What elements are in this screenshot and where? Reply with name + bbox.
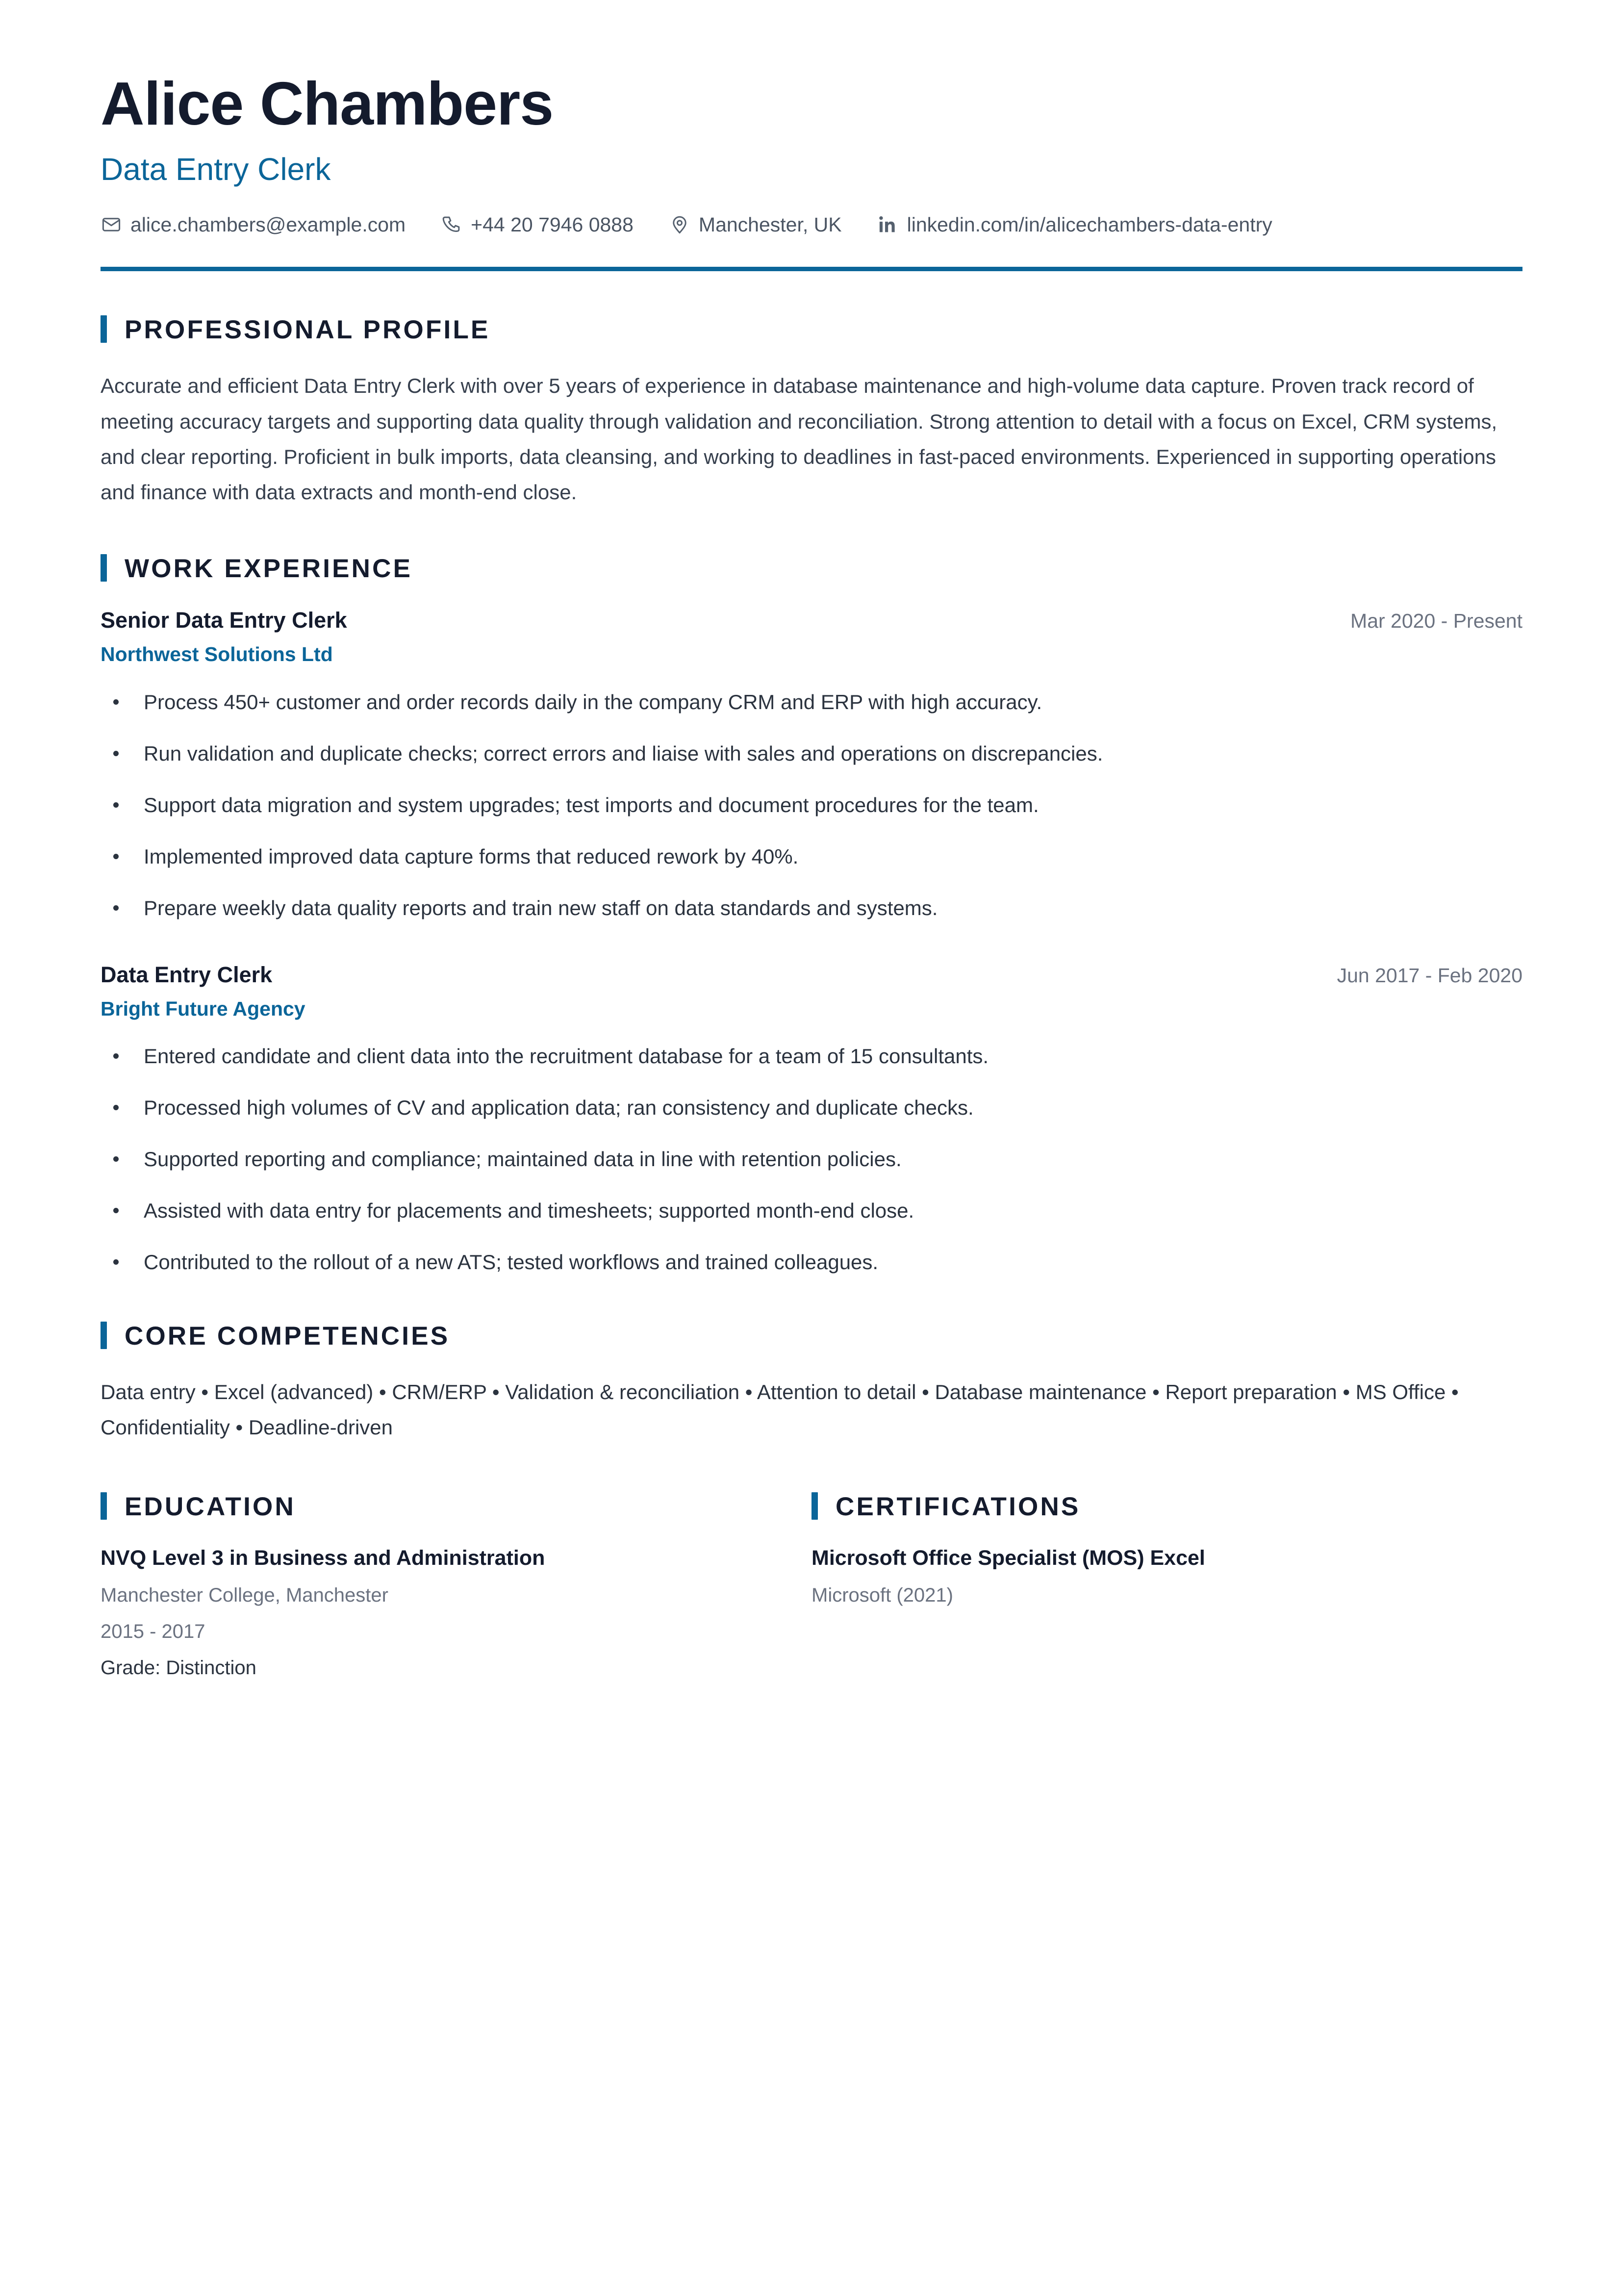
experience-entry (101, 962, 1522, 1277)
experience-job-dates: Jun 2017 - Feb 2020 (1337, 964, 1522, 987)
section-accent-bar (101, 315, 107, 343)
phone-icon (441, 214, 462, 235)
section-core-competencies (101, 1322, 1522, 1445)
experience-entry-header (101, 607, 1522, 634)
experience-entry (101, 607, 1522, 923)
list-item: Contributed to the rollout of a new ATS; tested workflows and trained colleagues. (101, 1247, 1522, 1277)
experience-job-dates: Mar 2020 - Present (1350, 610, 1522, 633)
contact-email[interactable] (101, 214, 406, 235)
email-icon (101, 214, 122, 235)
education-degree: NVQ Level 3 in Business and Administration (101, 1546, 545, 1570)
experience-company-name: Bright Future Agency (101, 997, 305, 1020)
contact-location-text: Manchester, UK (698, 213, 842, 236)
section-accent-bar (101, 1322, 107, 1349)
section-title-certifications: CERTIFICATIONS (836, 1492, 1081, 1522)
list-item: Implemented improved data capture forms that reduced rework by 40%. (101, 841, 1522, 872)
section-header-education (101, 1492, 767, 1520)
contact-email-text: alice.chambers@example.com (130, 213, 406, 236)
experience-bullet-list (101, 687, 1522, 923)
list-item: Entered candidate and client data into the recruitment database for a team of 15 consultants. (101, 1041, 1522, 1071)
list-item: Processed high volumes of CV and application data; ran consistency and duplicate checks. (101, 1092, 1522, 1123)
certification-name: Microsoft Office Specialist (MOS) Excel (812, 1546, 1205, 1570)
education-dates: 2015 - 2017 (101, 1620, 205, 1642)
experience-job-title: Data Entry Clerk (101, 962, 273, 987)
contact-linkedin-text: linkedin.com/in/alicechambers-data-entry (907, 213, 1272, 236)
page-title: Alice Chambers (101, 70, 554, 138)
education-certifications-row (101, 1492, 1522, 1681)
section-accent-bar (812, 1492, 818, 1520)
education-grade: Grade: Distinction (101, 1657, 256, 1679)
list-item: Assisted with data entry for placements and timesheets; supported month-end close. (101, 1195, 1522, 1226)
contact-row (101, 214, 1522, 235)
certification-issuer: Microsoft (2021) (812, 1584, 953, 1606)
list-item: Support data migration and system upgrades; test imports and document procedures for the team. (101, 790, 1522, 820)
linkedin-icon (877, 214, 899, 235)
competencies-list: Data entry • Excel (advanced) • CRM/ERP • Validation & reconciliation • Attention to detail • Database maintenance • Report preparation • MS Office • Confidentiality • Deadline-driven (101, 1380, 1459, 1439)
job-role-subtitle: Data Entry Clerk (101, 152, 331, 187)
location-pin-icon (669, 214, 690, 235)
contact-phone-text: +44 20 7946 0888 (471, 213, 634, 236)
certification-entry (812, 1545, 1522, 1608)
section-education (101, 1492, 812, 1681)
section-title-education: EDUCATION (125, 1492, 296, 1522)
page-bottom-spacer (101, 1681, 1522, 1887)
list-item: Process 450+ customer and order records daily in the company CRM and ERP with high accuracy. (101, 687, 1522, 717)
contact-linkedin[interactable] (877, 214, 1272, 235)
contact-phone[interactable] (441, 214, 634, 235)
section-title-competencies: CORE COMPETENCIES (125, 1321, 450, 1351)
education-institution: Manchester College, Manchester (101, 1584, 388, 1606)
section-header-experience (101, 554, 1522, 582)
section-title-profile: PROFESSIONAL PROFILE (125, 315, 490, 345)
section-certifications (812, 1492, 1522, 1681)
section-accent-bar (101, 1492, 107, 1520)
section-professional-profile (101, 315, 1522, 510)
list-item: Supported reporting and compliance; maintained data in line with retention policies. (101, 1144, 1522, 1174)
section-header-profile (101, 315, 1522, 343)
section-accent-bar (101, 554, 107, 582)
section-header-certifications (812, 1492, 1522, 1520)
section-title-experience: WORK EXPERIENCE (125, 554, 413, 584)
list-item: Prepare weekly data quality reports and train new staff on data standards and systems. (101, 893, 1522, 923)
experience-job-title: Senior Data Entry Clerk (101, 608, 347, 633)
contact-location[interactable] (669, 214, 842, 235)
education-entry (101, 1545, 767, 1681)
header-divider (101, 267, 1522, 271)
list-item: Run validation and duplicate checks; correct errors and liaise with sales and operations on discrepancies. (101, 738, 1522, 769)
section-header-competencies (101, 1322, 1522, 1349)
resume-header (101, 59, 1522, 271)
experience-company-name: Northwest Solutions Ltd (101, 643, 333, 666)
experience-entry-header (101, 962, 1522, 988)
section-work-experience (101, 554, 1522, 1277)
experience-bullet-list (101, 1041, 1522, 1277)
profile-paragraph: Accurate and efficient Data Entry Clerk with over 5 years of experience in database maintenance and high-volume data capture. Proven track record of meeting accuracy targets and supporting data quality through validation and reconciliation. Strong attention to detail with a focus on Excel, CRM systems, and clear reporting. Proficient in bulk imports, data cleansing, and working to deadlines in fast-paced environments. Experienced in supporting operations and finance with data extracts and month-end close. (101, 374, 1497, 504)
